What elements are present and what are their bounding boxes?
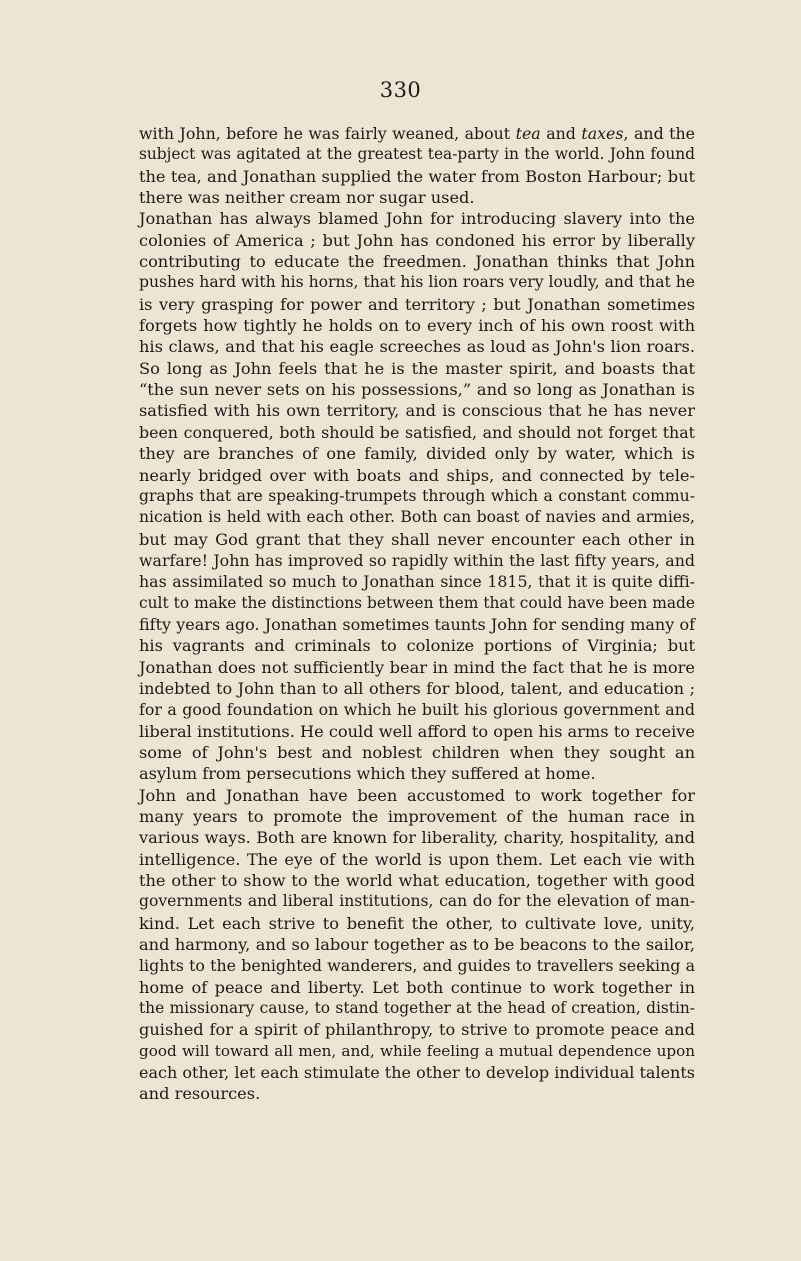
text-line: has assimilated so much to Jonathan since 1815, that it is quite diffi- bbox=[139, 572, 695, 592]
text-line: his claws, and that his eagle screeches as loud as John's lion roars. bbox=[139, 337, 695, 357]
text-line: subject was agitated at the greatest tea-party in the world. John found bbox=[139, 145, 695, 164]
text-line: nication is held with each other. Both can boast of navies and armies, bbox=[139, 508, 695, 527]
text-line-1 bbox=[139, 123, 695, 144]
text-line: So long as John feels that he is the master spirit, and boasts that bbox=[139, 358, 695, 378]
page-number: 330 bbox=[379, 78, 422, 102]
text-line: but may God grant that they shall never encounter each other in bbox=[139, 529, 695, 549]
text-line: contributing to educate the freedmen. Jonathan thinks that John bbox=[139, 252, 695, 272]
text-line: is very grasping for power and territory ; but Jonathan sometimes bbox=[139, 294, 695, 314]
text-line: been conquered, both should be satisfied, and should not forget that bbox=[139, 422, 695, 442]
text-line: for a good foundation on which he built his glorious government and bbox=[139, 700, 695, 720]
text-line: and harmony, and so labour together as to be beacons to the sailor, bbox=[139, 935, 695, 955]
line-1-part-b: and bbox=[540, 124, 582, 143]
text-line: kind. Let each strive to benefit the other, to cultivate love, unity, bbox=[139, 913, 695, 933]
text-line: “the sun never sets on his possessions,” and so long as Jonathan is bbox=[139, 380, 695, 400]
text-line: pushes hard with his horns, that his lion roars very loudly, and that he bbox=[139, 273, 695, 292]
text-line: fifty years ago. Jonathan sometimes taunts John for sending many of bbox=[139, 614, 695, 634]
text-line: indebted to John than to all others for blood, talent, and education ; bbox=[139, 678, 695, 698]
text-line: home of peace and liberty. Let both continue to work together in bbox=[139, 977, 695, 997]
line-1-part-a: with John, before he was fairly weaned, about bbox=[139, 124, 516, 143]
text-line: satisfied with his own territory, and is conscious that he has never bbox=[139, 401, 695, 421]
text-line: the missionary cause, to stand together at the head of creation, distin- bbox=[139, 999, 695, 1018]
text-line: intelligence. The eye of the world is upon them. Let each vie with bbox=[139, 849, 695, 869]
text-line: good will toward all men, and, while feeling a mutual dependence upon bbox=[139, 1041, 695, 1060]
text-line: they are branches of one family, divided only by water, which is bbox=[139, 444, 695, 464]
text-line: Jonathan has always blamed John for introducing slavery into the bbox=[139, 209, 695, 229]
text-line: some of John's best and noblest children when they sought an bbox=[139, 742, 695, 762]
text-line: many years to promote the improvement of the human race in bbox=[139, 807, 695, 826]
body-text bbox=[139, 123, 695, 1105]
italic-word-tea: tea bbox=[515, 124, 541, 143]
text-line: liberal institutions. He could well afford to open his arms to receive bbox=[139, 721, 695, 741]
text-line: John and Jonathan have been accustomed to work together for bbox=[139, 785, 695, 805]
text-line: colonies of America ; but John has condoned his error by liberally bbox=[139, 230, 695, 250]
text-line: forgets how tightly he holds on to every inch of his own roost with bbox=[139, 316, 695, 336]
text-line: graphs that are speaking-trumpets through which a constant commu- bbox=[139, 486, 695, 505]
text-line: each other, let each stimulate the other to develop individual talents bbox=[139, 1063, 695, 1083]
text-line: the other to show to the world what education, together with good bbox=[139, 871, 695, 891]
italic-word-taxes: taxes bbox=[581, 124, 624, 143]
text-line: the tea, and Jonathan supplied the water from Boston Harbour; but bbox=[139, 166, 695, 186]
text-line: Jonathan does not sufficiently bear in mind the fact that he is more bbox=[139, 657, 695, 677]
text-line: lights to the benighted wanderers, and guides to travellers seeking a bbox=[139, 956, 695, 976]
text-line: warfare! John has improved so rapidly within the last fifty years, and bbox=[139, 550, 695, 570]
text-line: asylum from persecutions which they suffered at home. bbox=[139, 764, 596, 784]
text-line: there was neither cream nor sugar used. bbox=[139, 188, 475, 208]
line-1-part-c: , and the bbox=[623, 124, 696, 143]
text-line: guished for a spirit of philanthropy, to strive to promote peace and bbox=[139, 1020, 695, 1040]
text-line: cult to make the distinctions between them that could have been made bbox=[139, 593, 695, 612]
text-line: his vagrants and criminals to colonize portions of Virginia; but bbox=[139, 636, 695, 656]
text-line: various ways. Both are known for liberality, charity, hospitality, and bbox=[139, 828, 695, 848]
text-line: and resources. bbox=[139, 1084, 261, 1104]
text-line: nearly bridged over with boats and ships, and connected by tele- bbox=[139, 465, 695, 485]
text-line: governments and liberal institutions, can do for the elevation of man- bbox=[139, 892, 695, 911]
